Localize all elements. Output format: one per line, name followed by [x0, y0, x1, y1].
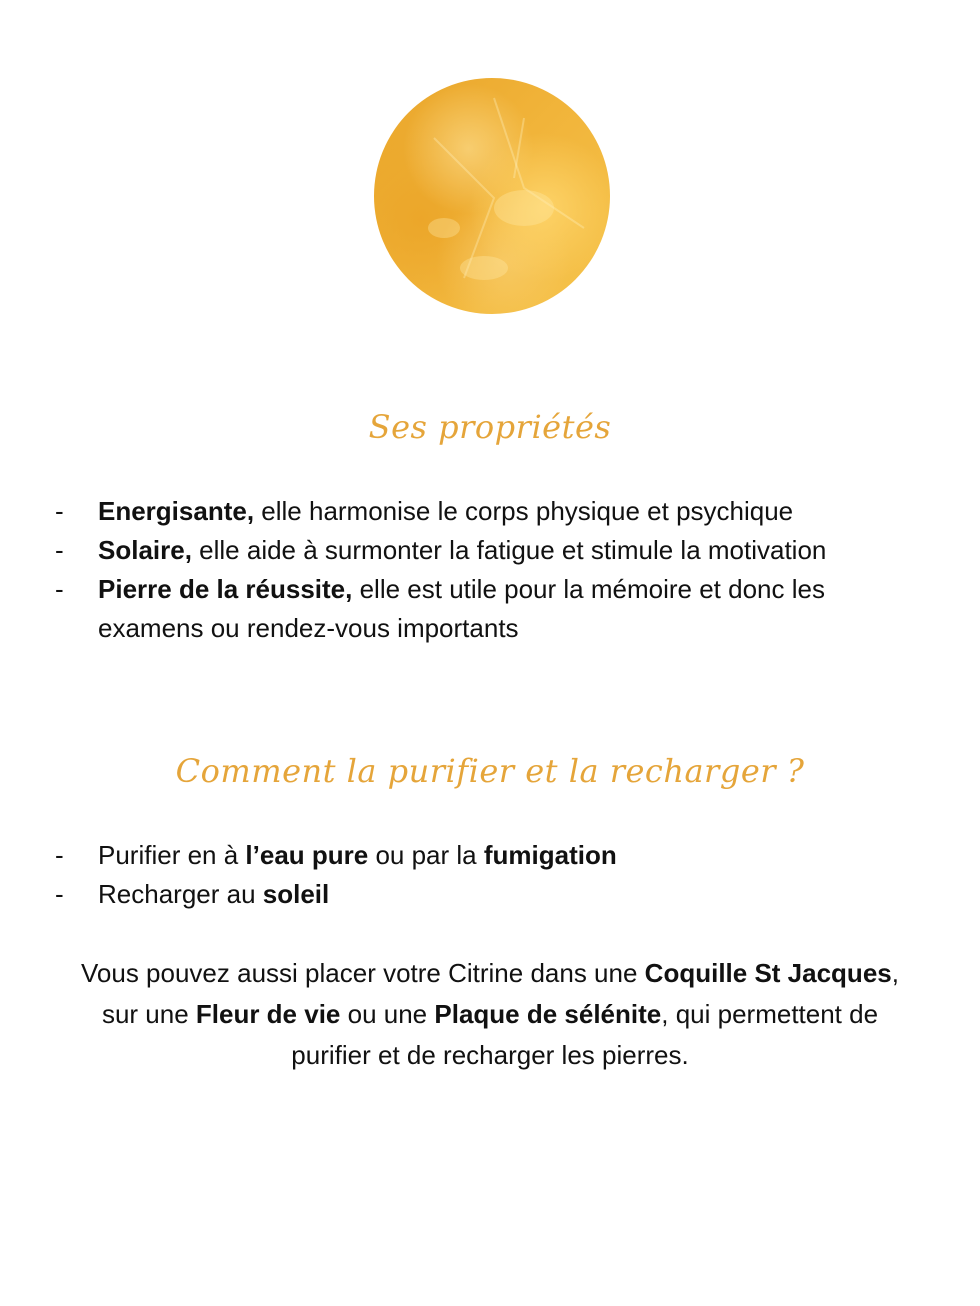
property-description: elle aide à surmonter la fatigue et stimule la motivation	[191, 535, 827, 565]
paragraph-text: Vous pouvez aussi placer votre Citrine dans une	[81, 958, 645, 988]
list-text: ou par la	[368, 840, 484, 870]
bullet-dash: -	[55, 574, 64, 604]
property-description: elle harmonise le corps physique et psychique	[254, 496, 794, 526]
purify-list	[0, 836, 930, 914]
list-item	[0, 836, 930, 875]
list-emphasis: fumigation	[483, 840, 617, 870]
properties-heading: Ses propriétés	[368, 408, 612, 446]
property-name: Solaire,	[98, 535, 192, 565]
properties-list	[0, 492, 930, 648]
list-emphasis: l’eau pure	[245, 840, 369, 870]
list-item	[0, 492, 930, 531]
list-text: Recharger au	[98, 879, 263, 909]
bullet-dash: -	[55, 535, 64, 565]
list-text: Purifier en à	[98, 840, 246, 870]
placement-paragraph	[70, 953, 910, 1076]
bullet-dash: -	[55, 496, 64, 526]
list-item	[0, 570, 930, 648]
paragraph-emphasis: Fleur de vie	[195, 999, 341, 1029]
paragraph-text: , sur une	[101, 958, 899, 1029]
paragraph-emphasis: Plaque de sélénite	[434, 999, 662, 1029]
property-description: elle est utile pour la mémoire et donc les examens ou rendez-vous importants	[98, 574, 825, 643]
paragraph-emphasis: Coquille St Jacques	[644, 958, 892, 988]
citrine-stone-image	[374, 78, 610, 314]
property-name: Pierre de la réussite,	[98, 574, 353, 604]
bullet-dash: -	[55, 879, 64, 909]
paragraph-text: ou une	[340, 999, 435, 1029]
list-item	[0, 531, 930, 570]
bullet-dash: -	[55, 840, 64, 870]
property-name: Energisante,	[98, 496, 255, 526]
list-emphasis: soleil	[262, 879, 330, 909]
purify-recharge-heading: Comment la purifier et la recharger ?	[175, 752, 805, 790]
stone-texture	[374, 78, 610, 314]
list-item	[0, 875, 930, 914]
paragraph-text: , qui permettent de purifier et de recharger les pierres.	[291, 999, 879, 1070]
